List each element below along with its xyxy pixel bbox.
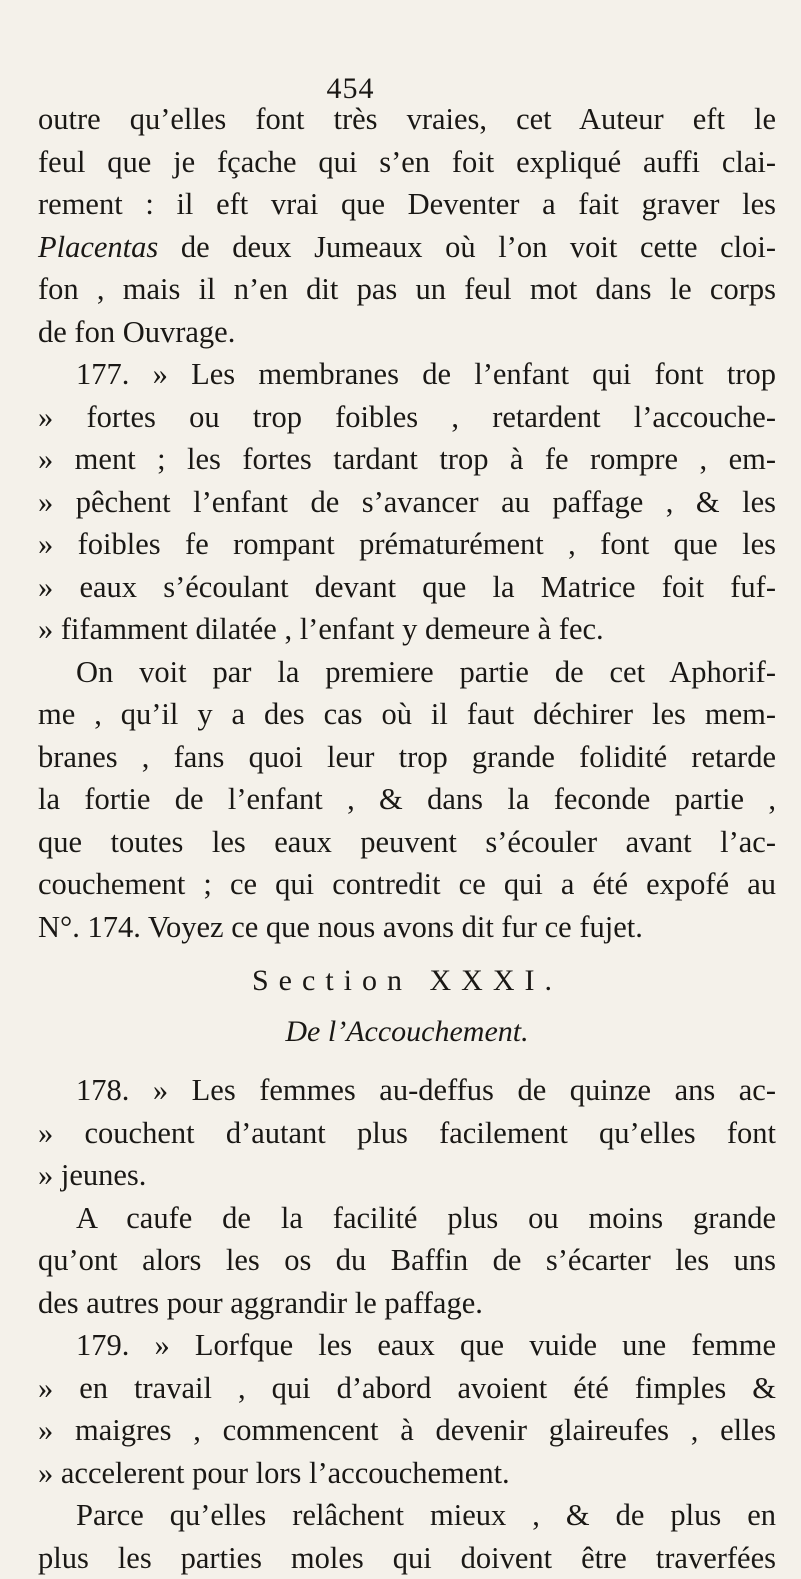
text-line: A caufe de la facilité plus ou moins grande [38,1197,776,1240]
section-subheading: De l’Accouchement. [38,1011,776,1054]
text-line: » ment ; les fortes tardant trop à fe rompre , em- [38,438,776,481]
text-line: rement : il eft vrai que Deventer a fait graver les [38,183,776,226]
text-line: Parce qu’elles relâchent mieux , & de plus en [38,1494,776,1537]
text-line: des autres pour aggrandir le paffage. [38,1282,776,1325]
body-text [38,98,776,1579]
text-line: On voit par la premiere partie de cet Aphorif- [38,651,776,694]
text-line: » pêchent l’enfant de s’avancer au paffage , & les [38,481,776,524]
text-line: me , qu’il y a des cas où il faut déchirer les mem- [38,693,776,736]
text-after-section [38,1069,776,1579]
text-line: plus les parties moles qui doivent être traverfées [38,1537,776,1579]
text-line: feul que je fçache qui s’en foit expliqué auffi clai- [38,141,776,184]
text-line: » en travail , qui d’abord avoient été fimples & [38,1367,776,1410]
text-line: qu’ont alors les os du Baffin de s’écarter les uns [38,1239,776,1282]
text-line: » fortes ou trop foibles , retardent l’accouche- [38,396,776,439]
text-line: » fifamment dilatée , l’enfant y demeure à fec. [38,608,776,651]
text-line: 177. » Les membranes de l’enfant qui font trop [38,353,776,396]
text-line: 179. » Lorfque les eaux que vuide une femme [38,1324,776,1367]
text-line: » accelerent pour lors l’accouchement. [38,1452,776,1495]
text-line: » foibles fe rompant prématurément , font que les [38,523,776,566]
text-line: que toutes les eaux peuvent s’écouler avant l’ac- [38,821,776,864]
text-line: » maigres , commencent à devenir glaireufes , elles [38,1409,776,1452]
text-line: N°. 174. Voyez ce que nous avons dit fur ce fujet. [38,906,776,949]
page-number: 454 [0,72,751,106]
text-line: la fortie de l’enfant , & dans la feconde partie , [38,778,776,821]
text-line: » couchent d’autant plus facilement qu’elles font [38,1112,776,1155]
text-before-section [38,98,776,948]
text-line: » jeunes. [38,1154,776,1197]
text-line: couchement ; ce qui contredit ce qui a été expofé au [38,863,776,906]
text-line: branes , fans quoi leur trop grande folidité retarde [38,736,776,779]
text-line: 178. » Les femmes au-deffus de quinze ans ac- [38,1069,776,1112]
italic-word: Placentas [38,230,158,264]
section-heading: Section XXXI. [38,960,776,1003]
text-line: outre qu’elles font très vraies, cet Auteur eft le [38,98,776,141]
text-line: » eaux s’écoulant devant que la Matrice foit fuf- [38,566,776,609]
text-line: fon , mais il n’en dit pas un feul mot dans le corps [38,268,776,311]
text-line: de fon Ouvrage. [38,311,776,354]
text-line: Placentas de deux Jumeaux où l’on voit cette cloi- [38,226,776,269]
